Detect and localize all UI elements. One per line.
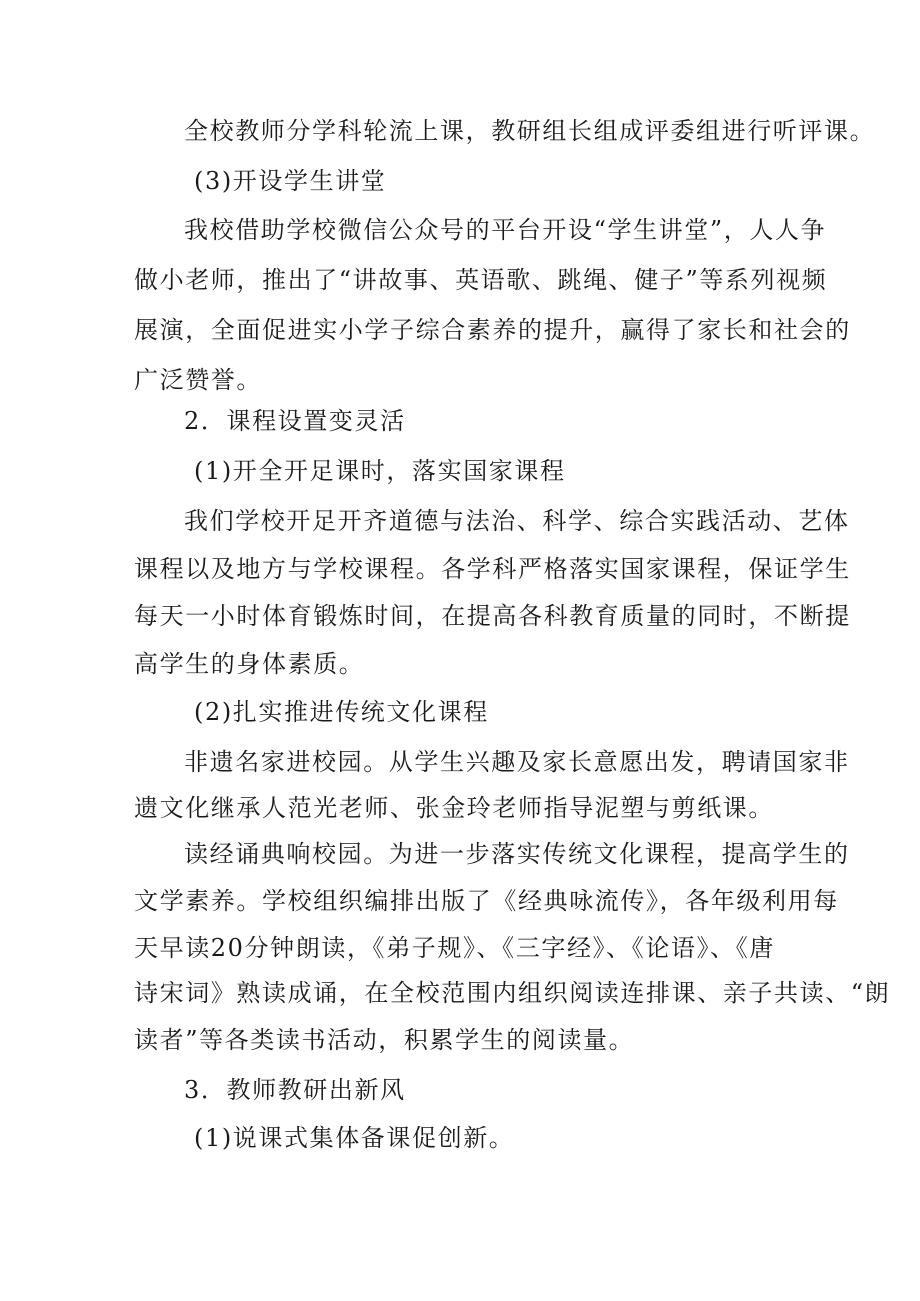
paragraph-line: 非遗名家进校园。从学生兴趣及家长意愿出发，聘请国家非: [184, 748, 850, 776]
paragraph-line: 遗文化继承人范光老师、张金玲老师指导泥塑与剪纸课。: [134, 794, 774, 822]
paragraph-line: 我们学校开足开齐道德与法治、科学、综合实践活动、艺体: [184, 507, 850, 535]
paragraph-line: 每天一小时体育锻炼时间，在提高各科教育质量的同时，不断提: [134, 602, 851, 630]
subsection-heading: (3)开设学生讲堂: [194, 167, 387, 195]
subsection-heading: (2)扎实推进传统文化课程: [194, 698, 489, 726]
section-heading: 2．课程设置变灵活: [184, 407, 406, 435]
paragraph-line: 展演，全面促进实小学子综合素养的提升，赢得了家长和社会的: [134, 316, 851, 344]
paragraph-line: 做小老师，推出了“讲故事、英语歌、跳绳、健子”等系列视频: [134, 266, 828, 294]
subsection-heading: (1)开全开足课时，落实国家课程: [194, 457, 566, 485]
paragraph-line: 广泛赞誉。: [134, 366, 262, 394]
paragraph-line: 天早读20分钟朗读，《弟子规》、《三字经》、《论语》、《唐: [134, 934, 775, 962]
section-heading: 3．教师教研出新风: [184, 1076, 406, 1104]
paragraph-line: 读者”等各类读书活动，积累学生的阅读量。: [134, 1026, 635, 1054]
subsection-heading: (1)说课式集体备课促创新。: [194, 1124, 515, 1152]
paragraph-line: 读经诵典响校园。为进一步落实传统文化课程，提高学生的: [184, 840, 850, 868]
paragraph-line: 诗宋词》熟读成诵，在全校范围内组织阅读连排课、亲子共读、“朗: [134, 979, 891, 1007]
paragraph-line: 文学素养。学校组织编排出版了《经典咏流传》，各年级利用每: [134, 887, 839, 915]
paragraph-line: 全校教师分学科轮流上课，教研组长组成评委组进行听评课。: [184, 117, 876, 145]
paragraph-line: 我校借助学校微信公众号的平台开设“学生讲堂”，人人争: [184, 216, 827, 244]
paragraph-line: 高学生的身体素质。: [134, 650, 365, 678]
paragraph-line: 课程以及地方与学校课程。各学科严格落实国家课程，保证学生: [134, 555, 851, 583]
